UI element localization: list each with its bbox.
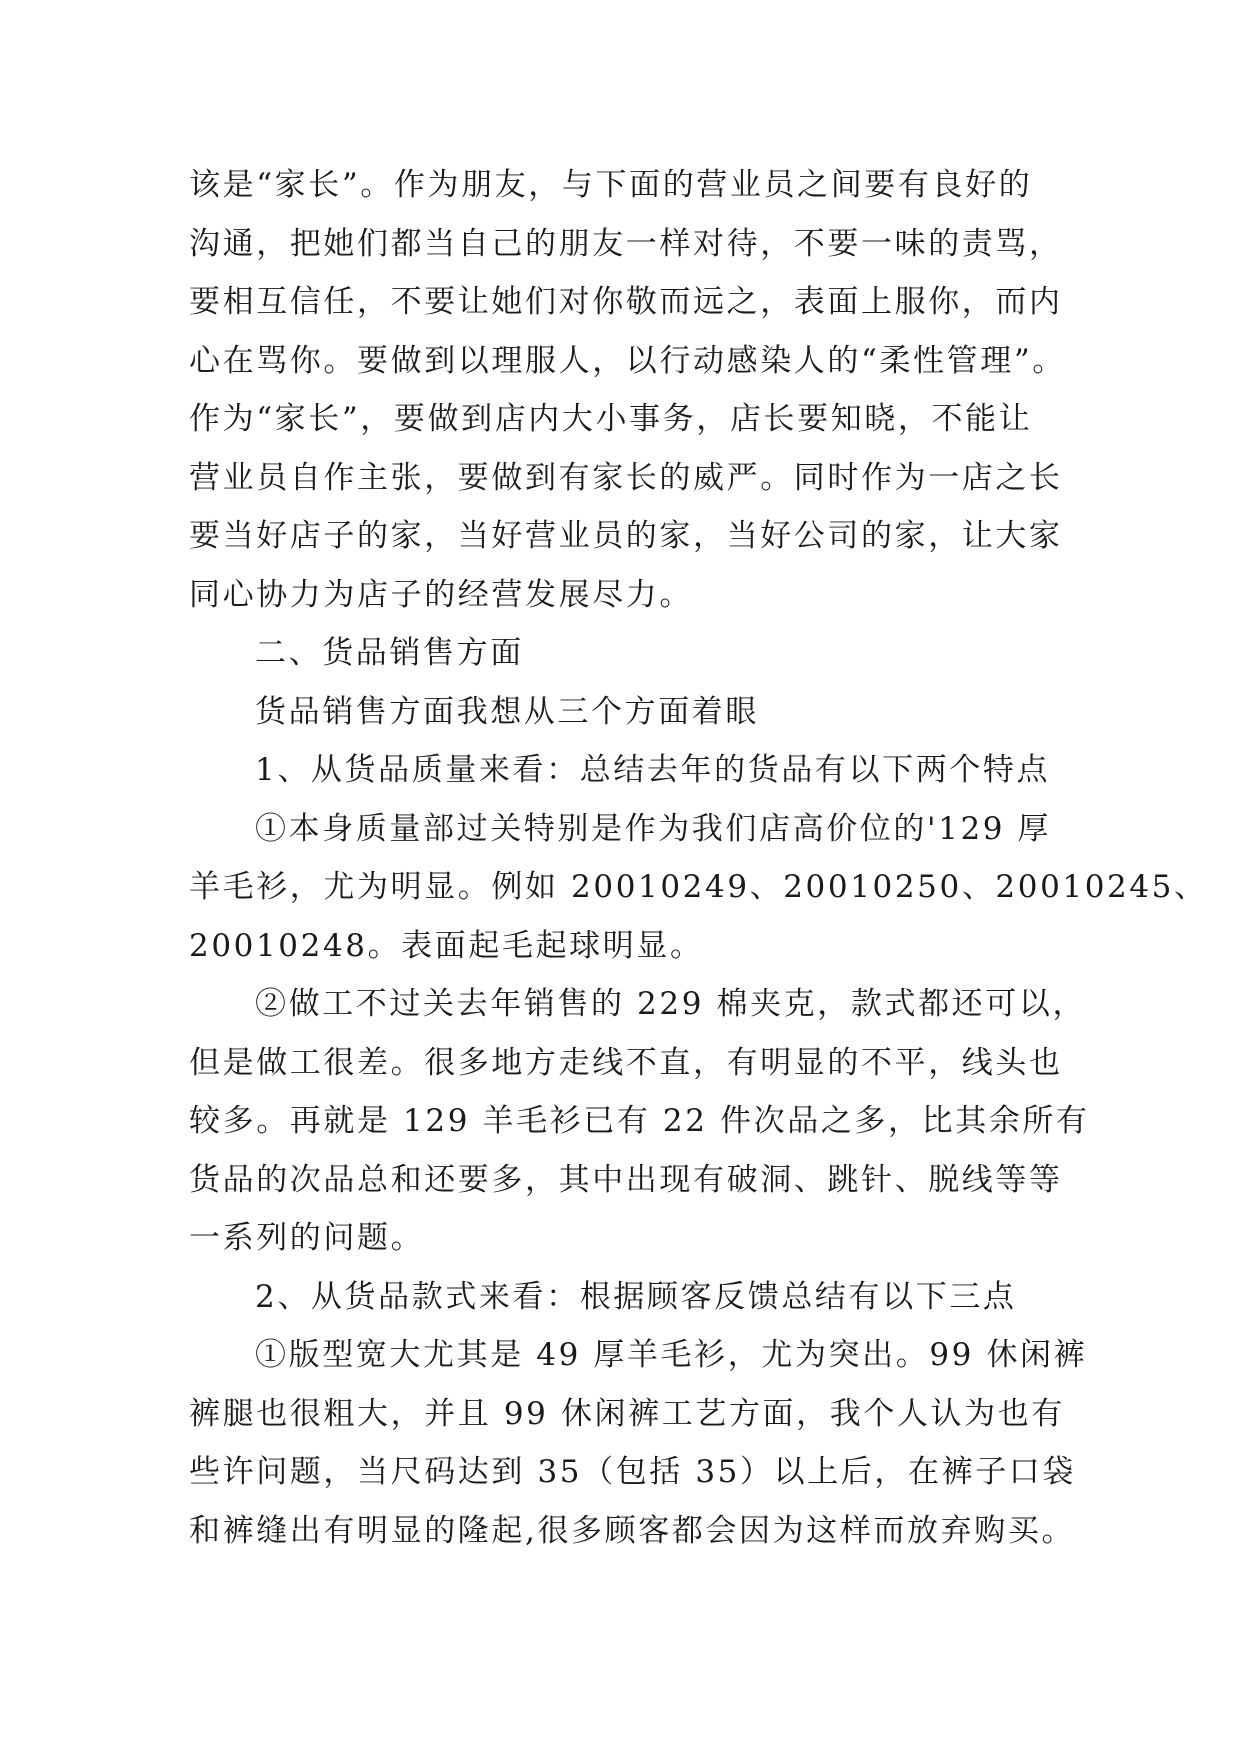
paragraph-line: 要相互信任，不要让她们对你敬而远之，表面上服你，而内 bbox=[189, 284, 1063, 320]
list-item-line: 羊毛衫，尤为明显。例如 20010249、20010250、20010245、 bbox=[189, 869, 1208, 905]
paragraph-line: 货品销售方面我想从三个方面着眼 bbox=[255, 693, 759, 730]
list-item-line: 货品的次品总和还要多，其中出现有破洞、跳针、脱线等等 bbox=[189, 1161, 1063, 1198]
document-body bbox=[189, 156, 1208, 1560]
list-item-line: 较多。再就是 129 羊毛衫已有 22 件次品之多，比其余所有 bbox=[189, 1103, 1090, 1139]
paragraph-line: 该是“家长”。作为朋友，与下面的营业员之间要有良好的 bbox=[189, 167, 1033, 203]
list-item-line: 些许问题，当尺码达到 35（包括 35）以上后，在裤子口袋 bbox=[189, 1454, 1076, 1490]
section-heading: 二、货品销售方面 bbox=[255, 635, 524, 671]
list-item-line: 和裤缝出有明显的隆起,很多顾客都会因为这样而放弃购买。 bbox=[189, 1512, 1076, 1549]
subsection-heading: 1、从货品质量来看：总结去年的货品有以下两个特点 bbox=[255, 752, 1051, 788]
list-item-line: 但是做工很差。很多地方走线不直，有明显的不平，线头也 bbox=[189, 1044, 1063, 1081]
subsection-heading: 2、从货品款式来看：根据顾客反馈总结有以下三点 bbox=[255, 1278, 1017, 1315]
paragraph-line: 要当好店子的家，当好营业员的家，当好公司的家，让大家 bbox=[189, 518, 1063, 554]
list-item-line: ①本身质量部过关特别是作为我们店高价位的'129 厚 bbox=[255, 810, 1052, 847]
list-item-line: ②做工不过关去年销售的 229 棉夹克，款式都还可以， bbox=[255, 986, 1087, 1022]
list-item-line: 裤腿也很粗大，并且 99 休闲裤工艺方面，我个人认为也有 bbox=[189, 1395, 1065, 1432]
list-item-line: ①版型宽大尤其是 49 厚羊毛衫，尤为突出。99 休闲裤 bbox=[255, 1337, 1088, 1373]
paragraph-line: 心在骂你。要做到以理服人，以行动感染人的“柔性管理”。 bbox=[189, 342, 1066, 379]
list-item-line: 一系列的问题。 bbox=[189, 1220, 425, 1256]
paragraph-line: 沟通，把她们都当自己的朋友一样对待，不要一味的责骂， bbox=[189, 225, 1063, 262]
paragraph-line: 同心协力为店子的经营发展尽力。 bbox=[189, 576, 693, 613]
paragraph-line: 营业员自作主张，要做到有家长的威严。同时作为一店之长 bbox=[189, 459, 1063, 496]
paragraph-line: 作为“家长”，要做到店内大小事务，店长要知晓，不能让 bbox=[189, 401, 1033, 437]
list-item-line: 20010248。表面起毛起球明显。 bbox=[189, 927, 704, 964]
